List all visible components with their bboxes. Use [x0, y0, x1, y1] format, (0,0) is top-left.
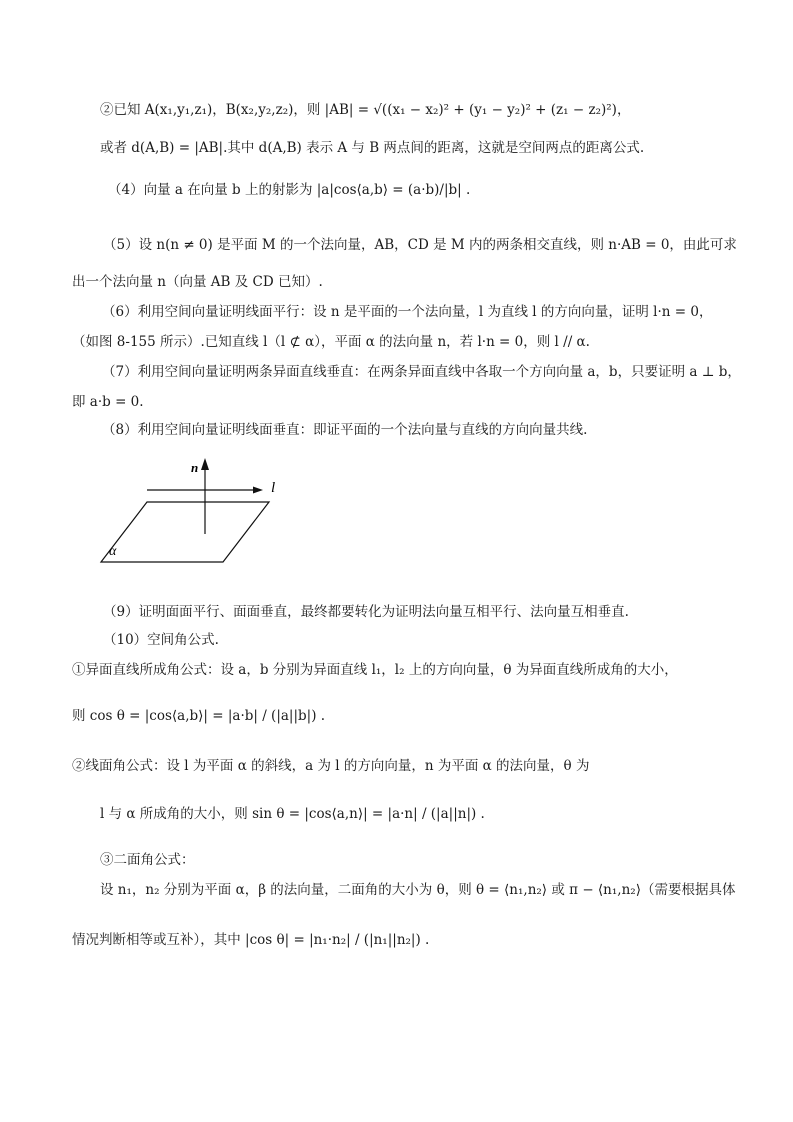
- label-n: n: [191, 460, 199, 475]
- plane-normal-diagram: [95, 452, 295, 570]
- text-line-17: ③二面角公式：: [100, 852, 195, 868]
- text-line-8: （7）利用空间向量证明两条异面直线垂直：在两条异面直线中各取一个方向向量 a，b，只要证明 a ⊥ b，: [102, 364, 741, 380]
- text-line-10: （8）利用空间向量证明线面垂直：即证平面的一个法向量与直线的方向向量共线.: [102, 422, 588, 438]
- text-line-5: 出一个法向量 n（向量 AB 及 CD 已知）.: [72, 274, 323, 290]
- label-l: l: [271, 480, 276, 496]
- label-alpha: α: [109, 544, 117, 559]
- plane-alpha-shape: [101, 502, 269, 562]
- text-line-3: （4）向量 a 在向量 b 上的射影为 |a|cos⟨a,b⟩ = (a·b)/|b| .: [108, 182, 471, 198]
- text-line-11: （9）证明面面平行、面面垂直，最终都要转化为证明法向量互相平行、法向量互相垂直.: [103, 604, 629, 620]
- line-l-arrowhead: [253, 487, 263, 494]
- text-line-9: 即 a·b = 0.: [72, 394, 144, 410]
- text-line-13: ①异面直线所成角公式：设 a，b 分别为异面直线 l₁，l₂ 上的方向向量，θ 为异面直线所成角的大小，: [72, 662, 678, 678]
- text-line-7: （如图 8-155 所示）.已知直线 l（l ⊄ α），平面 α 的法向量 n，若 l·n = 0，则 l // α.: [72, 334, 590, 350]
- normal-arrowhead: [201, 458, 209, 470]
- text-line-12: （10）空间角公式.: [103, 632, 219, 648]
- text-line-15: ②线面角公式：设 l 为平面 α 的斜线，a 为 l 的方向向量，n 为平面 α 的法向量，θ 为: [72, 758, 590, 774]
- text-line-6: （6）利用空间向量证明线面平行：设 n 是平面的一个法向量，l 为直线 l 的方向向量，证明 l·n = 0，: [102, 304, 713, 320]
- text-line-16: l 与 α 所成角的大小，则 sin θ = |cos⟨a,n⟩| = |a·n| / (|a||n|) .: [100, 806, 485, 822]
- text-line-19: 情况判断相等或互补），其中 |cos θ| = |n₁·n₂| / (|n₁||n₂|) .: [72, 932, 430, 948]
- text-line-2: 或者 d(A,B) = |AB|.其中 d(A,B) 表示 A 与 B 两点间的距离，这就是空间两点的距离公式.: [100, 140, 645, 156]
- text-line-14: 则 cos θ = |cos⟨a,b⟩| = |a·b| / (|a||b|) .: [72, 708, 326, 724]
- text-line-4: （5）设 n(n ≠ 0) 是平面 M 的一个法向量，AB，CD 是 M 内的两条相交直线，则 n·AB = 0，由此可求: [103, 237, 737, 253]
- text-line-1: ②已知 A(x₁,y₁,z₁)，B(x₂,y₂,z₂)，则 |AB| = √((x₁ − x₂)² + (y₁ − y₂)² + (z₁ − z₂)²)，: [100, 102, 631, 118]
- text-line-18: 设 n₁，n₂ 分别为平面 α，β 的法向量，二面角的大小为 θ，则 θ = ⟨n₁,n₂⟩ 或 π − ⟨n₁,n₂⟩（需要根据具体: [100, 882, 736, 898]
